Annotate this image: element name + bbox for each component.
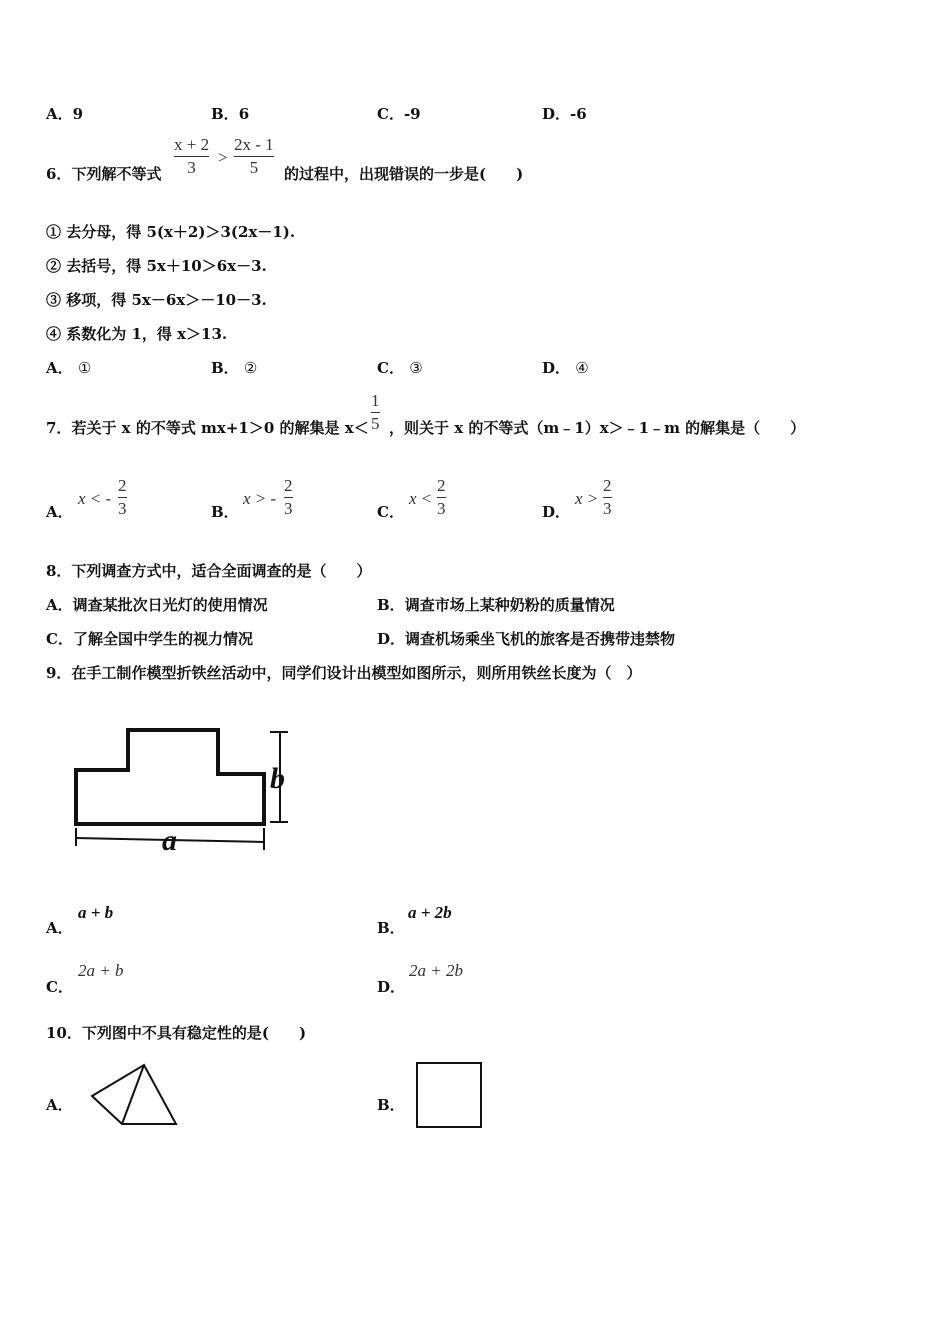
- q9-option-c-expr: 2a + b: [78, 961, 124, 980]
- q7-option-a-letter: A．: [46, 503, 73, 521]
- q9-figure: [66, 688, 326, 858]
- q5-option-d: D．-6: [542, 105, 587, 123]
- q8-stem: 8．下列调查方式中，适合全面调查的是（ ）: [46, 562, 372, 580]
- q7-option-d-fraction: [603, 477, 612, 518]
- q6-lhs-fraction: [174, 136, 209, 177]
- q8-option-a: A．调查某批次日光灯的使用情况: [46, 596, 268, 614]
- q6-option-a: A． ①: [46, 359, 92, 377]
- q7-frac-num: 1: [371, 391, 380, 410]
- q7-option-b-num: 2: [284, 476, 293, 495]
- q7-stem-fraction: [371, 392, 380, 433]
- q8-option-c: C．了解全国中学生的视力情况: [46, 630, 253, 648]
- q8-option-b: B．调查市场上某种奶粉的质量情况: [377, 596, 615, 614]
- q7-option-d-num: 2: [603, 476, 612, 495]
- q6-stem-prefix: 6．下列解不等式: [46, 165, 162, 183]
- q6-option-d: D． ④: [542, 359, 589, 377]
- q7-option-c-num: 2: [437, 476, 446, 495]
- q5-option-a: A．9: [46, 105, 84, 123]
- q6-step-4: ④ 系数化为 1，得 x＞13.: [46, 325, 228, 343]
- q6-step-1: ① 去分母，得 5(x＋2)＞3(2x－1).: [46, 223, 296, 241]
- q10-stem: 10．下列图中不具有稳定性的是( ): [46, 1024, 307, 1042]
- q6-stem-suffix: 的过程中，出现错误的一步是( ): [284, 165, 524, 183]
- q7-option-a-num: 2: [118, 476, 127, 495]
- q6-option-b: B． ②: [211, 359, 258, 377]
- q9-option-a-letter: A．: [46, 919, 73, 937]
- q9-option-d-letter: D．: [377, 978, 406, 996]
- q7-stem-part2: ，则关于 x 的不等式（m﹣1）x＞﹣1﹣m 的解集是（ ）: [389, 419, 806, 437]
- q7-option-b-den: 3: [284, 499, 293, 518]
- q7-option-b-fraction: [284, 477, 293, 518]
- q9-option-b-letter: B．: [377, 919, 405, 937]
- q8-option-d: D．调查机场乘坐飞机的旅客是否携带违禁物: [377, 630, 676, 648]
- q6-step-3: ③ 移项，得 5x－6x＞－10－3.: [46, 291, 267, 309]
- q7-option-d-expr: x >: [575, 489, 599, 508]
- q6-rhs-num: 2x - 1: [234, 135, 274, 154]
- q9-option-c-letter: C．: [46, 978, 73, 996]
- q6-lhs-den: 3: [187, 158, 196, 177]
- q9-option-d-expr: 2a + 2b: [409, 961, 463, 980]
- q7-option-c-expr: x <: [409, 489, 433, 508]
- q7-option-b-letter: B．: [211, 503, 239, 521]
- q5-option-b: B．6: [211, 105, 250, 123]
- q10-option-a-figure: [88, 1062, 180, 1128]
- q7-stem-part1: 7．若关于 x 的不等式 mx+1＞0 的解集是 x＜: [46, 419, 369, 437]
- q7-option-a-fraction: [118, 477, 127, 518]
- q6-rhs-fraction: [234, 136, 274, 177]
- q7-option-c-den: 3: [437, 499, 446, 518]
- q7-option-b-expr: x > -: [243, 489, 277, 508]
- q6-rhs-den: 5: [249, 158, 259, 177]
- q10-option-b-letter: B．: [377, 1096, 405, 1114]
- q9-label-a: a: [162, 824, 177, 857]
- q7-option-a-expr: x < -: [78, 489, 112, 508]
- q6-step-2: ② 去括号，得 5x＋10＞6x－3.: [46, 257, 267, 275]
- q7-frac-den: 5: [371, 414, 380, 433]
- q7-option-d-letter: D．: [542, 503, 571, 521]
- q7-option-c-fraction: [437, 477, 446, 518]
- q10-option-a-letter: A．: [46, 1096, 73, 1114]
- q9-stem: 9．在手工制作模型折铁丝活动中，同学们设计出模型如图所示，则所用铁丝长度为（ ）: [46, 664, 642, 682]
- q9-label-b: b: [270, 762, 285, 795]
- q9-option-a-expr: a + b: [78, 903, 114, 922]
- q9-option-b-expr: a + 2b: [408, 903, 452, 922]
- q10-triangles-diagonal: [122, 1065, 144, 1124]
- q6-option-c: C． ③: [377, 359, 423, 377]
- q6-relation: >: [218, 148, 228, 167]
- q7-option-c-letter: C．: [377, 503, 404, 521]
- q7-option-a-den: 3: [118, 499, 127, 518]
- q6-lhs-num: x + 2: [174, 135, 210, 154]
- q9-figure-outline: [76, 730, 264, 824]
- q7-option-d-den: 3: [603, 499, 612, 518]
- q10-square-outline: [417, 1063, 481, 1127]
- q5-option-c: C．-9: [377, 105, 421, 123]
- q10-option-b-figure: [414, 1060, 486, 1134]
